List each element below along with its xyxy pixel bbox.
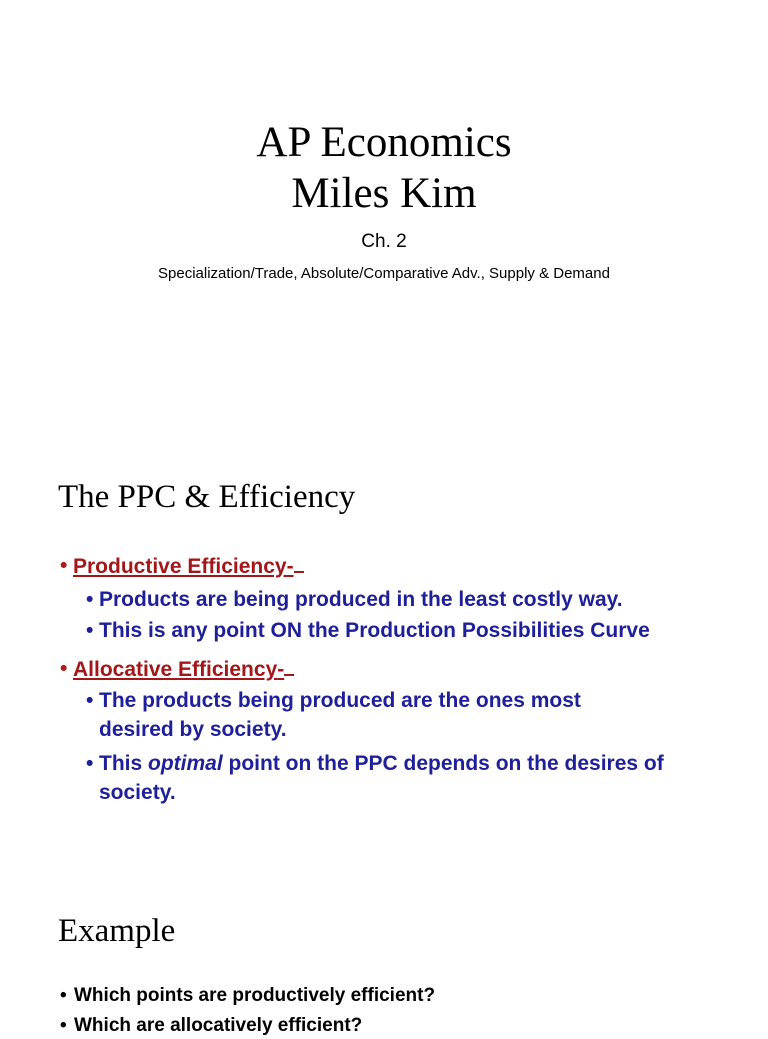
allocative-efficiency-term: Allocative Efficiency [73, 658, 278, 681]
question-text: Which are allocatively efficient? [74, 1015, 363, 1036]
example-slide-heading: Example [58, 913, 176, 949]
bullet-text: Products are being produced in the least costly way. [99, 588, 623, 611]
allocative-point-1 [86, 686, 656, 744]
productive-efficiency-term: Productive Efficiency [73, 555, 287, 578]
productive-point-1 [86, 585, 726, 614]
presentation-title: AP Economics [256, 119, 512, 166]
allocative-point-2 [86, 749, 716, 807]
author-name: Miles Kim [291, 170, 477, 217]
term-dash: - [286, 555, 294, 578]
bullet-icon: • [60, 1015, 67, 1036]
bullet-text-end: point on the PPC depends on the desires of society. [99, 752, 664, 804]
bullet-icon: • [86, 619, 94, 642]
bullet-icon: • [86, 588, 94, 611]
term-dash: - [277, 658, 285, 681]
bullet-icon: • [60, 985, 67, 1006]
presentation-subtitle: Specialization/Trade, Absolute/Comparative Adv., Supply & Demand [158, 265, 610, 282]
optimal-emphasis: optimal [148, 752, 223, 775]
productive-efficiency-bullet [60, 551, 304, 581]
bullet-text: This is any point ON the Production Possibilities Curve [99, 619, 650, 642]
chapter-label: Ch. 2 [361, 231, 407, 252]
underline-gap [294, 551, 304, 573]
example-question-1 [60, 983, 435, 1009]
example-question-2 [60, 1013, 362, 1039]
productive-point-2 [86, 616, 746, 645]
ppc-slide-heading: The PPC & Efficiency [58, 479, 356, 515]
bullet-icon: • [86, 752, 94, 775]
bullet-text-start: This [99, 752, 149, 775]
bullet-icon: • [60, 554, 68, 577]
underline-gap [284, 654, 294, 676]
bullet-icon: • [86, 689, 94, 712]
bullet-text: The products being produced are the ones most desired by society. [99, 689, 581, 741]
question-text: Which points are productively efficient? [74, 985, 436, 1006]
bullet-icon: • [60, 657, 68, 680]
allocative-efficiency-bullet [60, 654, 294, 684]
